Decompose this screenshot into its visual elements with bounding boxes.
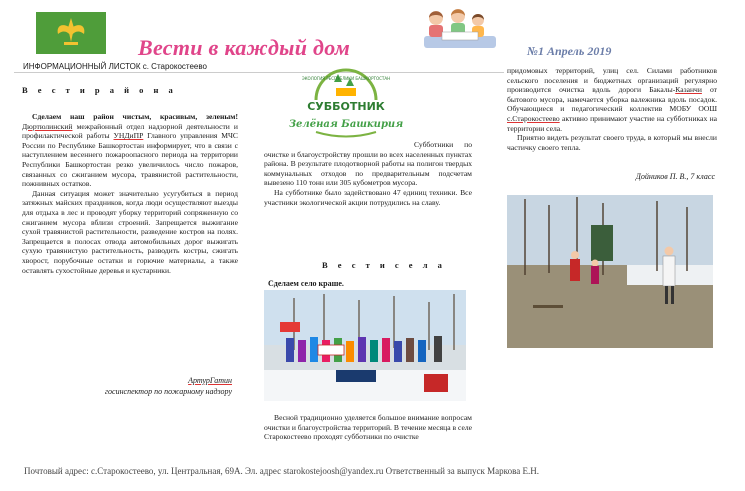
subbotnik-lead: Субботники	[414, 140, 454, 149]
district-signature-role: госинспектор по пожарному надзору	[104, 387, 232, 396]
village-subhead: Сделаем село краше.	[268, 279, 344, 288]
logo-top-text: ЭКОЛОГИЯ РЕСПУБЛИКИ БАШКОРТОСТАН	[301, 76, 391, 81]
newsletter-title: Вести в каждый дом	[138, 35, 351, 60]
col3-para2: Приятно видеть результат своего труда, в который мы внесли частичку своего тепла.	[507, 133, 717, 152]
cleanup-photo	[507, 195, 713, 348]
village-article	[264, 413, 472, 442]
district-para1-a: межрайонный отдел надзорной деятельности и профилактической работы	[22, 121, 238, 141]
district-name: Дюртюлинский	[22, 121, 73, 131]
family-illustration	[420, 6, 500, 52]
info-line: ИНФОРМАЦИОННЫЙ ЛИСТОК с. Старокостеево	[23, 62, 207, 71]
subbotnik-para2: На субботнике было задействовано 47 единиц техники. Все участники экологической акции потрудились на славу.	[264, 187, 472, 207]
logo-green-text: Зелёная Башкирия	[288, 119, 404, 130]
col3-para1-c: активно принимают участие на субботниках на территории села.	[507, 113, 718, 133]
col3-para1-b: от бытового мусора, намечается уборка валежника вдоль посадок. Обучающиеся и педагогический коллектив МОБУ ООШ	[507, 85, 717, 114]
section-title-village: В е с т и с е л а	[322, 260, 446, 270]
col3-para1-a: придомовых территорий, улиц сел. Силами работников сельского поселения и бюджетных организаций регулярно производится очистка вдоль дороги Бакалы-	[507, 66, 717, 95]
district-abbr: УНДиПР	[113, 131, 144, 141]
col3-signature: Дойников П. В., 7 класс	[635, 172, 715, 181]
footer-address: Почтовый адрес: с.Старокостеево, ул. Центральная, 69А. Эл. адрес starokostejoosh@yandex.ru Ответственный за выпуск Маркова Е.Н.	[24, 466, 539, 476]
subbotnik-article	[264, 140, 472, 207]
district-signature-name: АртурГатин	[188, 376, 232, 385]
subbotnik-para1: по очистке и благоустройству прошли во всех населенных пунктах района. В результате плодотворной работы на полигон твердых коммунальных отходов по предварительным подсчетам вывезено 110 тонн или 305 кубометров мусора.	[264, 140, 472, 188]
village-article-continued	[507, 66, 717, 152]
district-para1-b: Главного управления МЧС России по Республике Башкортостан информирует, что в связи с наступлением весеннего пожароопасного периода на территории Республики Башкортостан резко увеличилось число пожаров, связанных со сжиганием мусора, травянистой растительности, пожнивных остатков.	[22, 131, 238, 189]
subbotnik-logo	[288, 72, 404, 142]
district-emblem	[36, 12, 106, 54]
district-para2: Данная ситуация может значительно усугубиться в период затяжных майских праздников, когда люди осуществляют выезды для отдыха в лес и проводят уборку территорий сопряженную со сжиганием мусора вблизи строений. Запрещается выжигание сухой травянистой растительности, разведение костров на полях. Запрещается в полосах отвода автомобильных дорог выжигать сухую травянистую растительность, разводить костры, сжигать хворост, порубочные остатки и горючие материалы, а также оставлять сухостойные деревья и кустарники.	[22, 188, 238, 275]
col3-place: Казанчи	[675, 85, 702, 95]
header-divider	[14, 72, 504, 73]
col3-school: с.Старокостеево	[507, 113, 560, 123]
section-title-district: В е с т и р а й о н а	[22, 85, 177, 95]
district-article	[22, 112, 238, 275]
logo-subbotnik-text: СУББОТНИК	[307, 100, 385, 113]
village-group-photo	[264, 290, 466, 401]
issue-number-date: №1 Апрель 2019	[527, 44, 612, 58]
village-para: Весной традиционно уделяется большое внимание вопросам очистки и благоустройства территорий. В течение месяца в селе Старокостеево проходят субботники по очистке	[264, 413, 472, 442]
district-lead: Сделаем наш район чистым, красивым, зеленым!	[32, 112, 238, 121]
